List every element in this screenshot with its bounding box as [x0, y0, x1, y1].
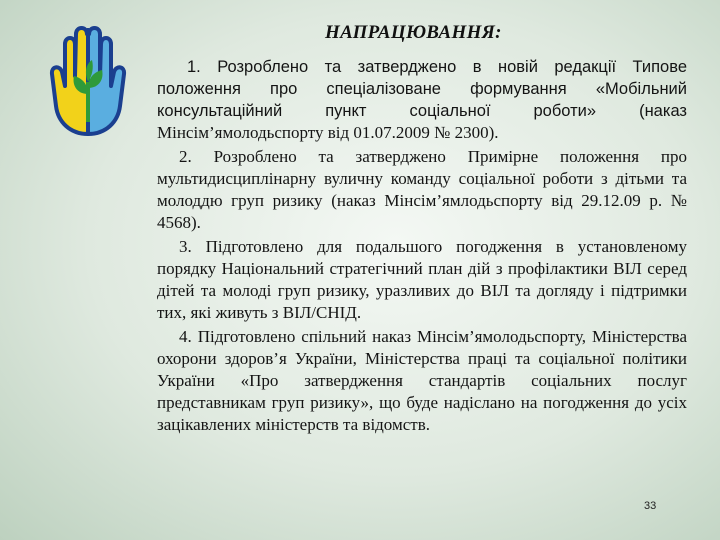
paragraph-1-head: 1. Розроблено та затверджено в новій редакції Типове положення про спеціалізоване формування «Мобільний консультаційний пункт соціальної роботи» (наказ: [157, 58, 687, 120]
paragraph-1-tail: Мінсім’ямолодьспорту від 01.07.2009 № 2300).: [157, 123, 499, 142]
slide-body: [157, 56, 687, 438]
hand-with-sprout-icon: [48, 22, 128, 140]
slide-title: НАПРАЦЮВАННЯ:: [325, 22, 502, 43]
paragraph-1: [157, 56, 687, 144]
paragraph-4: 4. Підготовлено спільний наказ Мінсім’ямолодьспорту, Міністерства охорони здоров’я України, Міністерства праці та соціальної політики України «Про затвердження стандартів соціальних послуг представникам груп ризику», що буде надіслано на погодження до усіх зацікавлених міністерств та відомств.: [157, 327, 687, 434]
paragraph-3: 3. Підготовлено для подальшого погодження в установленому порядку Національний стратегічний план дій з профілактики ВІЛ серед дітей та молоді груп ризику, уразливих до ВІЛ та догляду і підтримки тих, які живуть з ВІЛ/СНІД.: [157, 237, 687, 322]
page-number: 33: [644, 500, 657, 512]
paragraph-2: 2. Розроблено та затверджено Примірне положення про мультидисциплінарну вуличну команду соціальної роботи з дітьми та молоддю груп ризику (наказ Мінсім’ямлодьспорту від 29.12.09 р. № 4568).: [157, 147, 687, 232]
